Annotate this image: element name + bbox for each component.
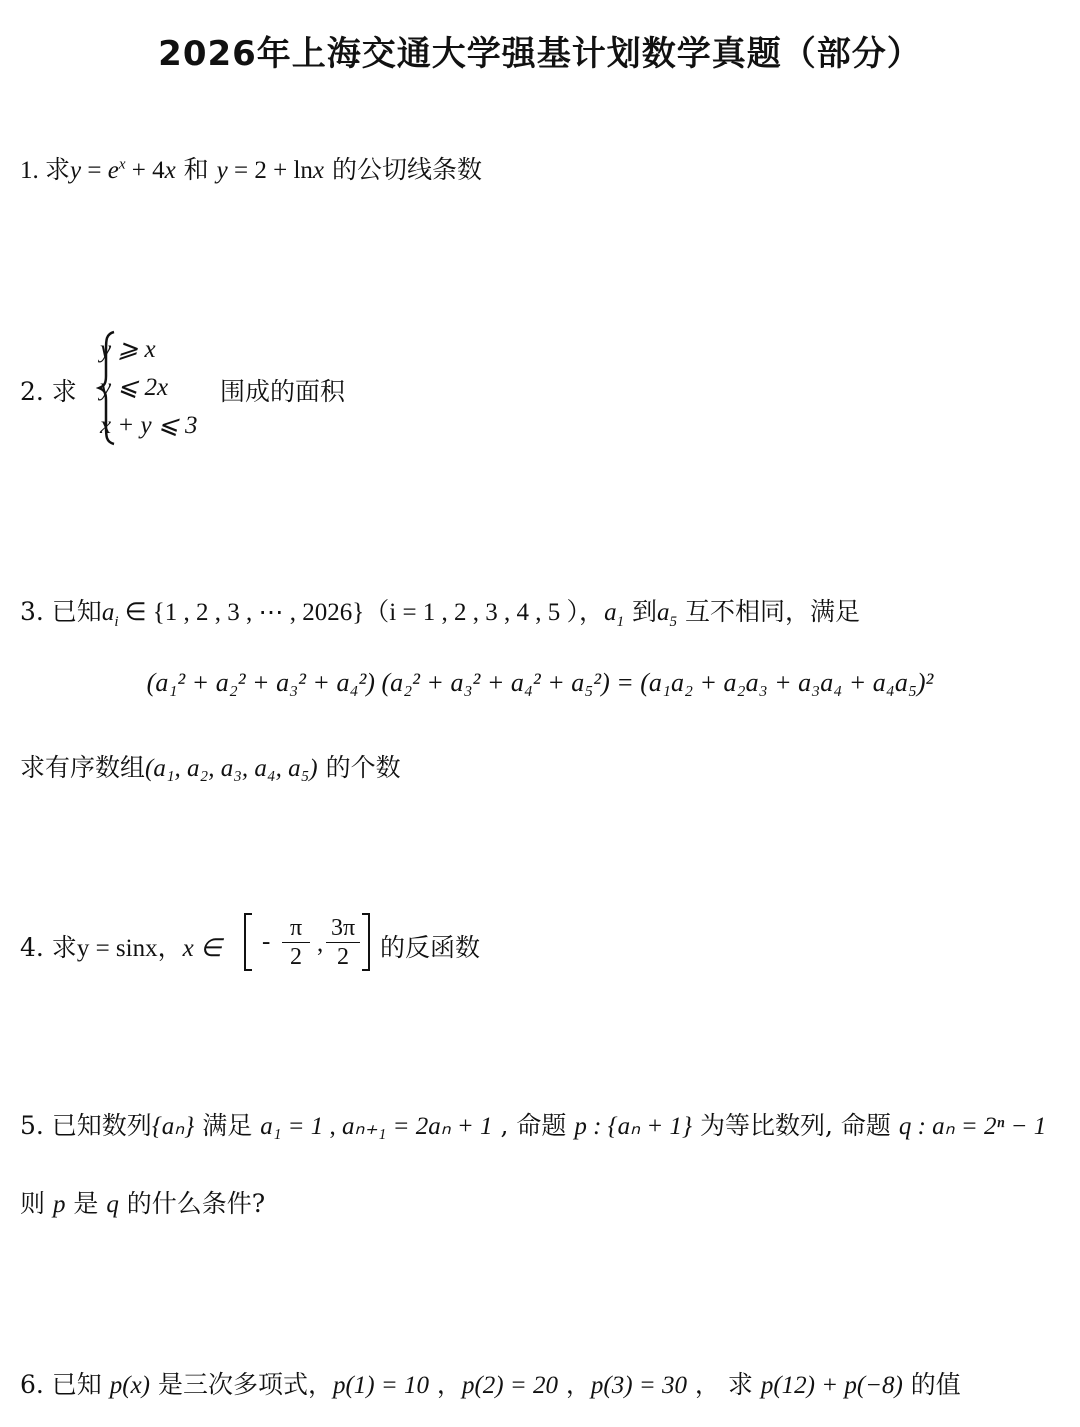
p4-fraction-1 bbox=[282, 914, 310, 971]
p5-initial: a₁ = 1 bbox=[260, 1113, 324, 1140]
p1-formula-1-eq: = bbox=[81, 157, 108, 184]
p1-formula-1-y: y bbox=[70, 157, 82, 184]
p6-sep-1: ， bbox=[428, 1370, 462, 1399]
p4-fraction-1-numerator: π bbox=[289, 915, 303, 941]
p5-question: 的什么条件? bbox=[118, 1189, 266, 1218]
problem-4-head bbox=[20, 928, 222, 964]
p6-sep-2: ， bbox=[557, 1370, 591, 1399]
p6-value-1: p(1) = 10 bbox=[332, 1372, 429, 1399]
p6-tail: 的值 bbox=[902, 1370, 961, 1399]
problem-3-number: 3. 已知 bbox=[20, 597, 102, 626]
p4-sep: ， bbox=[157, 933, 183, 962]
page-title: 2026年上海交通大学强基计划数学真题（部分） bbox=[158, 34, 922, 74]
problem-4 bbox=[20, 912, 720, 976]
problem-2-number: 2. 求 bbox=[20, 377, 77, 406]
p3-ask-head: 求有序数组 bbox=[20, 753, 146, 782]
p3-tuple: (a₁, a₂, a₃, a₄, a₅) bbox=[145, 755, 318, 782]
problem-1-number: 1. bbox=[20, 157, 45, 184]
problem-3-equation: (a₁² + a₂² + a₃² + a₄²) (a₂² + a₃² + a₄² + a₅²) = (a₁a₂ + a₂a₃ + a₃a₄ + a₄a₅)² bbox=[146, 668, 934, 697]
p3-ask-tail: 的个数 bbox=[317, 753, 401, 782]
p1-formula-2-rhs: = 2 + ln bbox=[227, 157, 313, 184]
p4-domain-var: x ∈ bbox=[182, 935, 222, 962]
p3-ai: $a_i$ bbox=[101, 599, 119, 630]
left-bracket-icon bbox=[242, 912, 254, 972]
p5-then: 则 bbox=[20, 1189, 53, 1218]
p5-sep: , bbox=[323, 1113, 342, 1140]
problem-4-number: 4. 求 bbox=[20, 933, 77, 962]
p4-comma: , bbox=[317, 930, 324, 957]
p1-formula-1-plus: + 4 bbox=[125, 157, 165, 184]
p5-recurrence: aₙ₊₁ = 2aₙ + 1 bbox=[342, 1113, 493, 1140]
p3-a5: $a_5$ bbox=[657, 599, 678, 630]
p5-prop-q: q : aₙ = 2ⁿ − 1 bbox=[898, 1113, 1047, 1140]
p3-index-range: （i = 1 , 2 , 3 , 4 , 5 ）， bbox=[364, 599, 605, 626]
p4-fraction-1-denominator: 2 bbox=[290, 944, 302, 970]
problem-2 bbox=[20, 328, 520, 448]
p6-value-2: p(2) = 20 bbox=[461, 1372, 558, 1399]
problem-2-condition-1: y ⩾ x bbox=[100, 336, 156, 363]
p1-and: 和 bbox=[175, 155, 217, 184]
problem-1-ask: 求 bbox=[45, 155, 71, 184]
p4-fraction-2 bbox=[326, 914, 360, 971]
problem-5-number: 5. 已知数列 bbox=[20, 1111, 152, 1140]
p6-ask: 求 bbox=[719, 1370, 761, 1399]
problem-6-number: 6. 已知 bbox=[20, 1370, 110, 1399]
problem-5-line-1 bbox=[20, 1106, 1046, 1142]
p1-formula-2-y: y bbox=[216, 157, 228, 184]
right-bracket-icon bbox=[360, 912, 372, 972]
problem-6 bbox=[20, 1365, 961, 1401]
problem-5-line-2 bbox=[20, 1184, 265, 1220]
p3-set: ∈ {1 , 2 , 3 , ⋯ , 2026} bbox=[118, 599, 365, 626]
p4-minus: - bbox=[262, 928, 271, 955]
p5-p: p bbox=[52, 1191, 66, 1218]
p5-q: q bbox=[106, 1191, 119, 1218]
p5-satisfies: 满足 bbox=[194, 1111, 261, 1140]
p4-function: y = sinx bbox=[76, 935, 158, 962]
p5-prop-p-tail: 为等比数列, 命题 bbox=[692, 1111, 899, 1140]
p5-prop-p: p : {aₙ + 1} bbox=[574, 1113, 693, 1140]
p4-fraction-2-denominator: 2 bbox=[337, 944, 349, 970]
problem-2-tail: 围成的面积 bbox=[220, 377, 346, 406]
p1-formula-1-e: e bbox=[107, 157, 119, 184]
problem-1 bbox=[20, 150, 482, 186]
p5-prop-p-head: , 命题 bbox=[492, 1111, 575, 1140]
p6-cubic: 是三次多项式， bbox=[150, 1370, 333, 1399]
p6-expression: p(12) + p(−8) bbox=[760, 1372, 903, 1399]
problem-1-tail: 的公切线条数 bbox=[324, 155, 482, 184]
p3-a1: $a_1$ bbox=[604, 599, 625, 630]
p6-polynomial: p(x) bbox=[109, 1372, 150, 1399]
problem-3-ask bbox=[20, 748, 401, 784]
problem-2-condition-3: x + y ⩽ 3 bbox=[100, 412, 198, 439]
p6-value-3: p(3) = 30 bbox=[590, 1372, 687, 1399]
p3-to: 到 bbox=[624, 597, 658, 626]
p3-intro-tail: 互不相同，满足 bbox=[677, 597, 860, 626]
p1-formula-1-exp: x bbox=[118, 156, 126, 173]
p1-formula-2-x: x bbox=[312, 157, 325, 184]
p5-is: 是 bbox=[65, 1189, 107, 1218]
problem-2-condition-2: y ⩽ 2x bbox=[100, 374, 169, 401]
problem-4-tail: 的反函数 bbox=[380, 933, 481, 962]
p4-fraction-2-numerator: 3π bbox=[330, 915, 356, 941]
p5-sequence: {aₙ} bbox=[151, 1113, 195, 1140]
p6-sep-3: ， bbox=[686, 1370, 720, 1399]
p1-formula-1-x: x bbox=[164, 157, 176, 184]
problem-3-intro bbox=[20, 592, 860, 628]
